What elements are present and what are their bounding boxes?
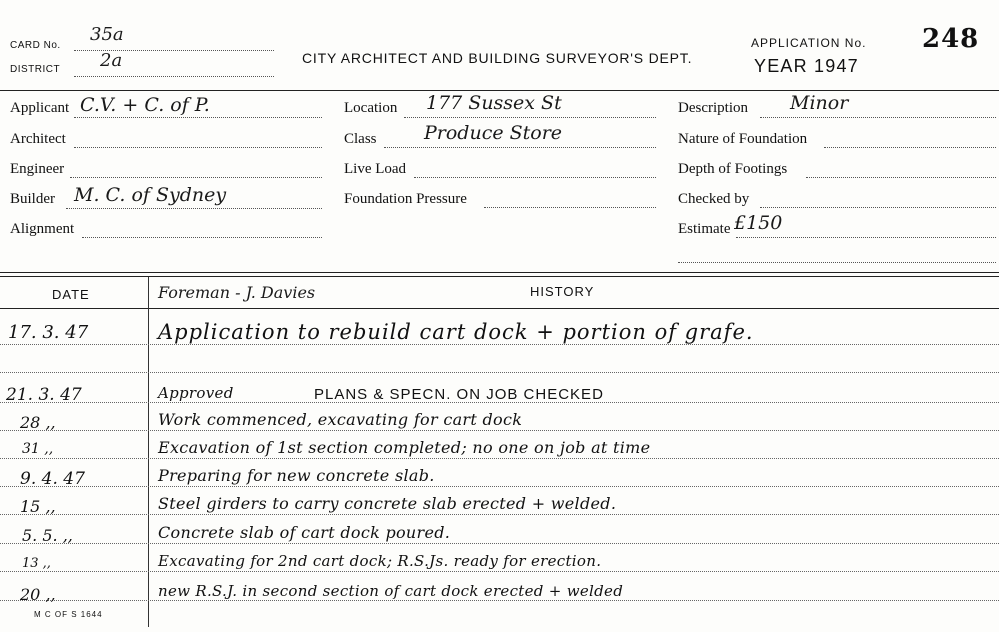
district-line xyxy=(74,76,274,77)
builder-line xyxy=(66,208,322,209)
district-value: 2a xyxy=(100,50,123,71)
year-label: YEAR 1947 xyxy=(754,56,859,76)
history-date: 17. 3. 47 xyxy=(8,322,89,343)
builder-label: Builder xyxy=(10,191,55,207)
foundation-pressure-label: Foundation Pressure xyxy=(344,191,467,207)
history-column-header: HISTORY xyxy=(530,284,595,299)
class-value: Produce Store xyxy=(424,122,563,144)
table-row-line xyxy=(0,543,999,544)
application-no: 248 xyxy=(922,24,980,54)
form-code: M C OF S 1644 xyxy=(34,610,103,619)
estimate-label: Estimate xyxy=(678,221,731,237)
application-no-label: APPLICATION No. xyxy=(751,36,867,50)
table-row-line xyxy=(0,571,999,572)
history-entry: Excavation of 1st section completed; no one on job at time xyxy=(158,438,651,457)
description-value: Minor xyxy=(790,92,849,114)
history-entry: Steel girders to carry concrete slab erected + welded. xyxy=(158,494,617,513)
section-rule-bottom xyxy=(0,276,999,277)
history-date: 31 ,, xyxy=(22,441,54,457)
history-entry: Work commenced, excavating for cart dock xyxy=(158,410,523,429)
depth-of-footings-label: Depth of Footings xyxy=(678,161,788,177)
table-row-line xyxy=(0,458,999,459)
live-load-label: Live Load xyxy=(344,161,407,177)
description-line xyxy=(760,117,996,118)
checked-stamp: PLANS & SPECN. ON JOB CHECKED xyxy=(314,386,604,403)
location-value: 177 Sussex St xyxy=(426,92,562,114)
engineer-label: Engineer xyxy=(10,161,65,177)
table-row-line xyxy=(0,372,999,373)
checked-by-line xyxy=(760,207,996,208)
estimate-value: £150 xyxy=(734,212,783,234)
builder-value: M. C. of Sydney xyxy=(74,184,227,206)
applicant-label: Applicant xyxy=(10,100,70,116)
architect-label: Architect xyxy=(10,131,66,147)
history-date: 5. 5. ,, xyxy=(22,526,73,545)
history-date: 9. 4. 47 xyxy=(20,469,85,489)
table-row-line xyxy=(0,514,999,515)
history-entry: Approved xyxy=(158,384,234,402)
nature-of-foundation-label: Nature of Foundation xyxy=(678,131,808,147)
history-date: 13 ,, xyxy=(22,556,51,571)
checked-by-label: Checked by xyxy=(678,191,750,207)
history-header-rule xyxy=(0,308,999,309)
section-rule-top xyxy=(0,272,999,273)
foreman-note: Foreman - J. Davies xyxy=(158,283,316,302)
card-no-value: 35a xyxy=(90,24,124,45)
department-title: CITY ARCHITECT AND BUILDING SURVEYOR'S DEPT. xyxy=(302,50,693,66)
header-rule xyxy=(0,90,999,91)
nature-of-foundation-line xyxy=(824,147,996,148)
date-column-divider xyxy=(148,277,149,627)
district-label: DISTRICT xyxy=(10,64,61,75)
alignment-label: Alignment xyxy=(10,221,75,237)
history-date: 28 ,, xyxy=(20,413,56,432)
location-line xyxy=(404,117,656,118)
class-label: Class xyxy=(344,131,377,147)
extra-line xyxy=(678,262,996,263)
table-row-line xyxy=(0,600,999,601)
applicant-line xyxy=(74,117,322,118)
description-label: Description xyxy=(678,100,748,116)
applicant-value: C.V. + C. of P. xyxy=(80,94,210,116)
history-entry: Excavating for 2nd cart dock; R.S.Js. ready for erection. xyxy=(158,552,602,570)
engineer-line xyxy=(70,177,322,178)
history-date: 21. 3. 47 xyxy=(6,385,82,405)
class-line xyxy=(384,147,656,148)
depth-of-footings-line xyxy=(806,177,996,178)
history-date: 20 ,, xyxy=(20,585,56,604)
table-row-line xyxy=(0,430,999,431)
alignment-line xyxy=(82,237,322,238)
history-entry: Application to rebuild cart dock + portion of grafe. xyxy=(158,320,754,344)
live-load-line xyxy=(414,177,656,178)
table-row-line xyxy=(0,486,999,487)
estimate-line xyxy=(736,237,996,238)
history-date: 15 ,, xyxy=(20,497,56,516)
history-entry: Preparing for new concrete slab. xyxy=(158,466,435,485)
foundation-pressure-line xyxy=(484,207,656,208)
table-row-line xyxy=(0,344,999,345)
location-label: Location xyxy=(344,100,398,116)
architect-line xyxy=(74,147,322,148)
card-no-label: CARD No. xyxy=(10,40,61,51)
date-column-header: DATE xyxy=(52,287,90,302)
history-entry: new R.S.J. in second section of cart dock erected + welded xyxy=(158,582,624,600)
history-entry: Concrete slab of cart dock poured. xyxy=(158,523,451,542)
